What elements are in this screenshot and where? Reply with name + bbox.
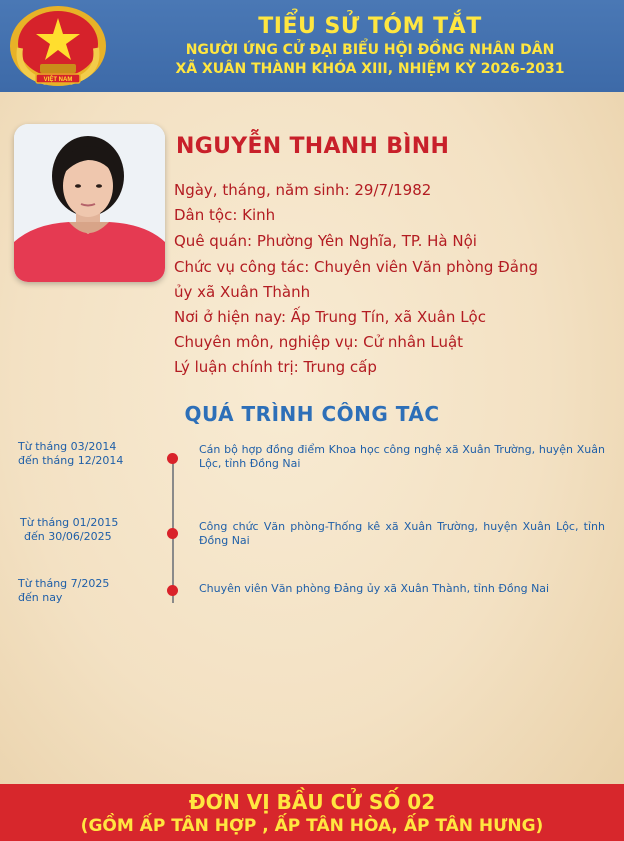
portrait-image [14,124,165,282]
national-emblem-icon [6,4,110,88]
candidate-name: NGUYỄN THANH BÌNH [176,134,450,159]
info-ethnicity: Dân tộc: Kinh [174,206,276,224]
emblem-label: VIỆT NAM [43,77,73,83]
timeline-description-3: Chuyên viên Văn phòng Đảng ủy xã Xuân Thành, tỉnh Đồng Nai [199,582,550,595]
info-qualification: Chuyên môn, nghiệp vụ: Cử nhân Luật [174,333,464,351]
work-history-title: QUÁ TRÌNH CÔNG TÁC [184,402,440,426]
info-position-line-2: ủy xã Xuân Thành [174,283,311,301]
info-birth-date: Ngày, tháng, năm sinh: 29/7/1982 [174,181,432,199]
page-title: TIỂU SỬ TÓM TẮT [258,14,482,39]
timeline-description-1: Cán bộ hợp đồng điểm Khoa học công nghệ xã Xuân Trường, huyện Xuân Lộc, tỉnh Đồng Nai [199,443,605,470]
page-subtitle-1: NGƯỜI ỨNG CỬ ĐẠI BIỂU HỘI ĐỒNG NHÂN DÂN [185,42,555,58]
period-3-end: đến nay [18,591,63,604]
candidate-photo [14,124,165,282]
info-hometown: Quê quán: Phường Yên Nghĩa, TP. Hà Nội [174,232,477,250]
electoral-unit-title: ĐƠN VỊ BẦU CỬ SỐ 02 [188,790,436,814]
electoral-unit-areas: (GỒM ẤP TÂN HỢP , ẤP TÂN HÒA, ẤP TÂN HƯNG) [80,816,544,836]
timeline-dot-3 [167,585,178,596]
footer-banner [0,784,624,841]
timeline-period-3 [18,577,168,605]
info-position-line-1: Chức vụ công tác: Chuyên viên Văn phòng Đảng [174,258,539,276]
header-banner [0,0,624,92]
timeline-description-2: Công chức Văn phòng-Thống kê xã Xuân Trường, huyện Xuân Lộc, tỉnh Đồng Nai [199,520,605,547]
period-2-end: đến 30/06/2025 [24,530,112,543]
page-subtitle-2: XÃ XUÂN THÀNH KHÓA XIII, NHIỆM KỲ 2026-2031 [175,61,565,77]
timeline-period-2 [20,516,170,544]
info-political-theory: Lý luận chính trị: Trung cấp [174,358,377,376]
info-residence: Nơi ở hiện nay: Ấp Trung Tín, xã Xuân Lộc [174,308,486,326]
timeline-dot-1 [167,453,178,464]
timeline-period-1 [18,440,168,468]
period-1-end: đến tháng 12/2014 [18,454,124,467]
period-2-start: Từ tháng 01/2015 [20,516,119,529]
period-1-start: Từ tháng 03/2014 [18,440,117,453]
period-3-start: Từ tháng 7/2025 [18,577,110,590]
